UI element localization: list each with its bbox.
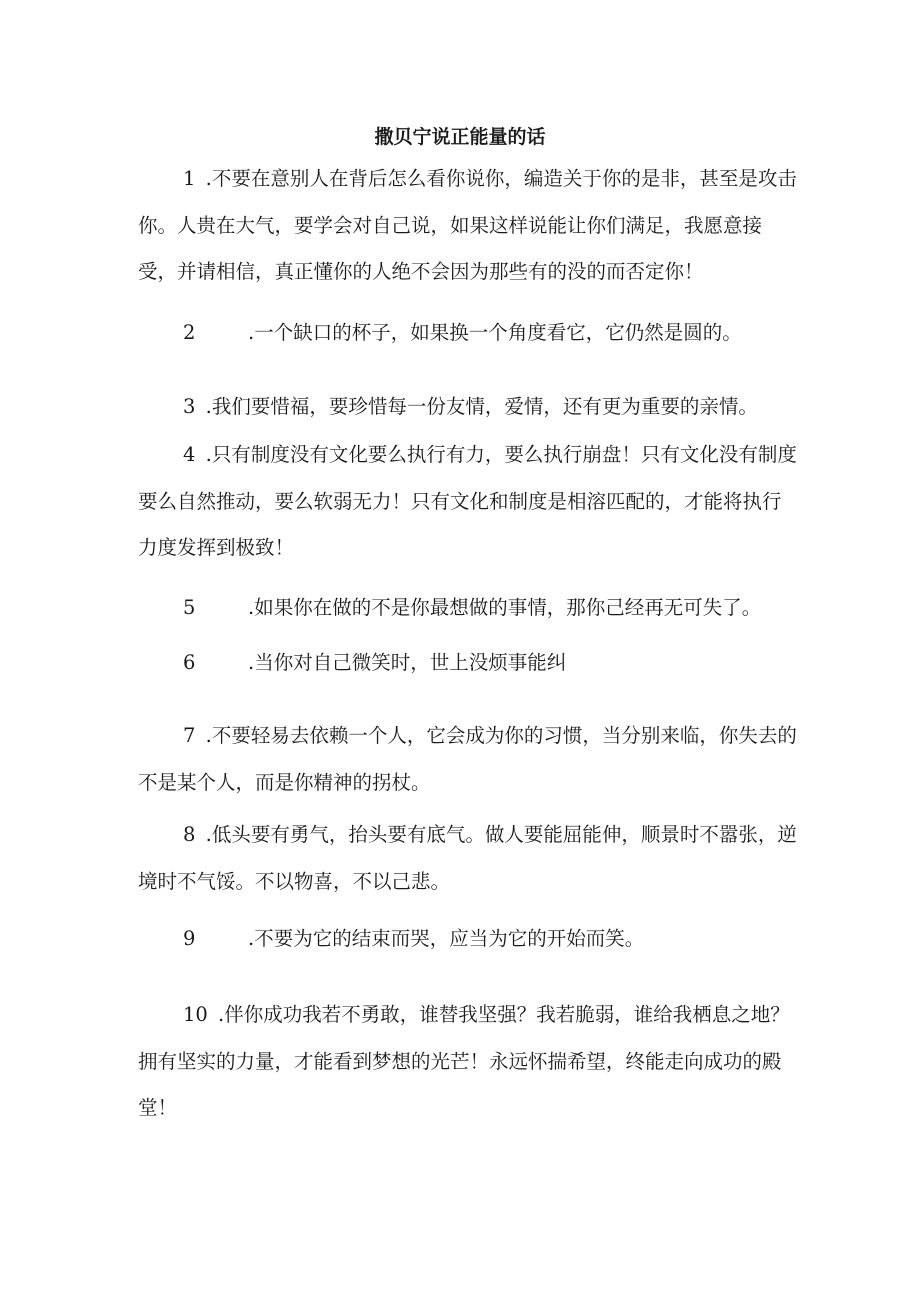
item-text: .一个缺口的杯子，如果换一个角度看它，它仍然是圆的。 bbox=[248, 321, 742, 344]
item-number: 2 bbox=[183, 321, 196, 344]
item-number: 5 bbox=[183, 596, 196, 619]
list-item bbox=[138, 992, 798, 1132]
item-text: .伴你成功我若不勇敢，谁替我坚强？我若脆弱，谁给我栖息之地？拥有坚实的力量，才能看到梦想的光芒！永远怀揣希望，终能走向成功的殿堂！ bbox=[138, 1003, 790, 1119]
list-item bbox=[138, 916, 798, 963]
item-number: 3 bbox=[183, 395, 196, 418]
document-title: 撒贝宁说正能量的话 bbox=[374, 126, 546, 148]
item-number: 6 bbox=[183, 651, 196, 674]
item-text: .不要为它的结束而哭，应当为它的开始而笑。 bbox=[248, 927, 645, 950]
item-text: .不要在意别人在背后怎么看你说你，编造关于你的是非，甚至是攻击你。人贵在大气，要学会对自己说，如果这样说能让你们满足，我愿意接受，并请相信，真正懂你的人绝不会因为那些有的没的而否定你！ bbox=[138, 167, 797, 283]
item-number: 8 bbox=[183, 823, 196, 846]
item-number: 10 bbox=[183, 1003, 208, 1026]
list-item bbox=[138, 310, 798, 357]
item-text: .如果你在做的不是你最想做的事情，那你己经再无可失了。 bbox=[248, 596, 762, 619]
list-item bbox=[138, 156, 798, 296]
list-item bbox=[138, 585, 798, 632]
item-text: .当你对自己微笑时，世上没烦事能纠 bbox=[248, 651, 567, 674]
item-number: 9 bbox=[183, 927, 196, 950]
item-text: .我们要惜福，要珍惜每一份友情，爱情，还有更为重要的亲情。 bbox=[205, 395, 758, 418]
item-number: 4 bbox=[183, 443, 196, 466]
list-item bbox=[138, 384, 798, 431]
list-item bbox=[138, 640, 798, 687]
item-text: .只有制度没有文化要么执行有力，要么执行崩盘！只有文化没有制度要么自然推动，要么软弱无力！只有文化和制度是相溶匹配的，才能将执行力度发挥到极致！ bbox=[138, 443, 797, 559]
list-item bbox=[138, 812, 798, 905]
item-text: .不要轻易去依赖一个人，它会成为你的习惯，当分别来临，你失去的不是某个人，而是你精神的拐杖。 bbox=[138, 724, 797, 794]
list-item bbox=[138, 432, 798, 572]
item-number: 7 bbox=[183, 724, 196, 747]
item-number: 1 bbox=[183, 167, 196, 190]
list-item bbox=[138, 713, 798, 806]
item-text: .低头要有勇气，抬头要有底气。做人要能屈能伸，顺景时不嚣张，逆境时不气馁。不以物喜，不以己悲。 bbox=[138, 823, 797, 893]
